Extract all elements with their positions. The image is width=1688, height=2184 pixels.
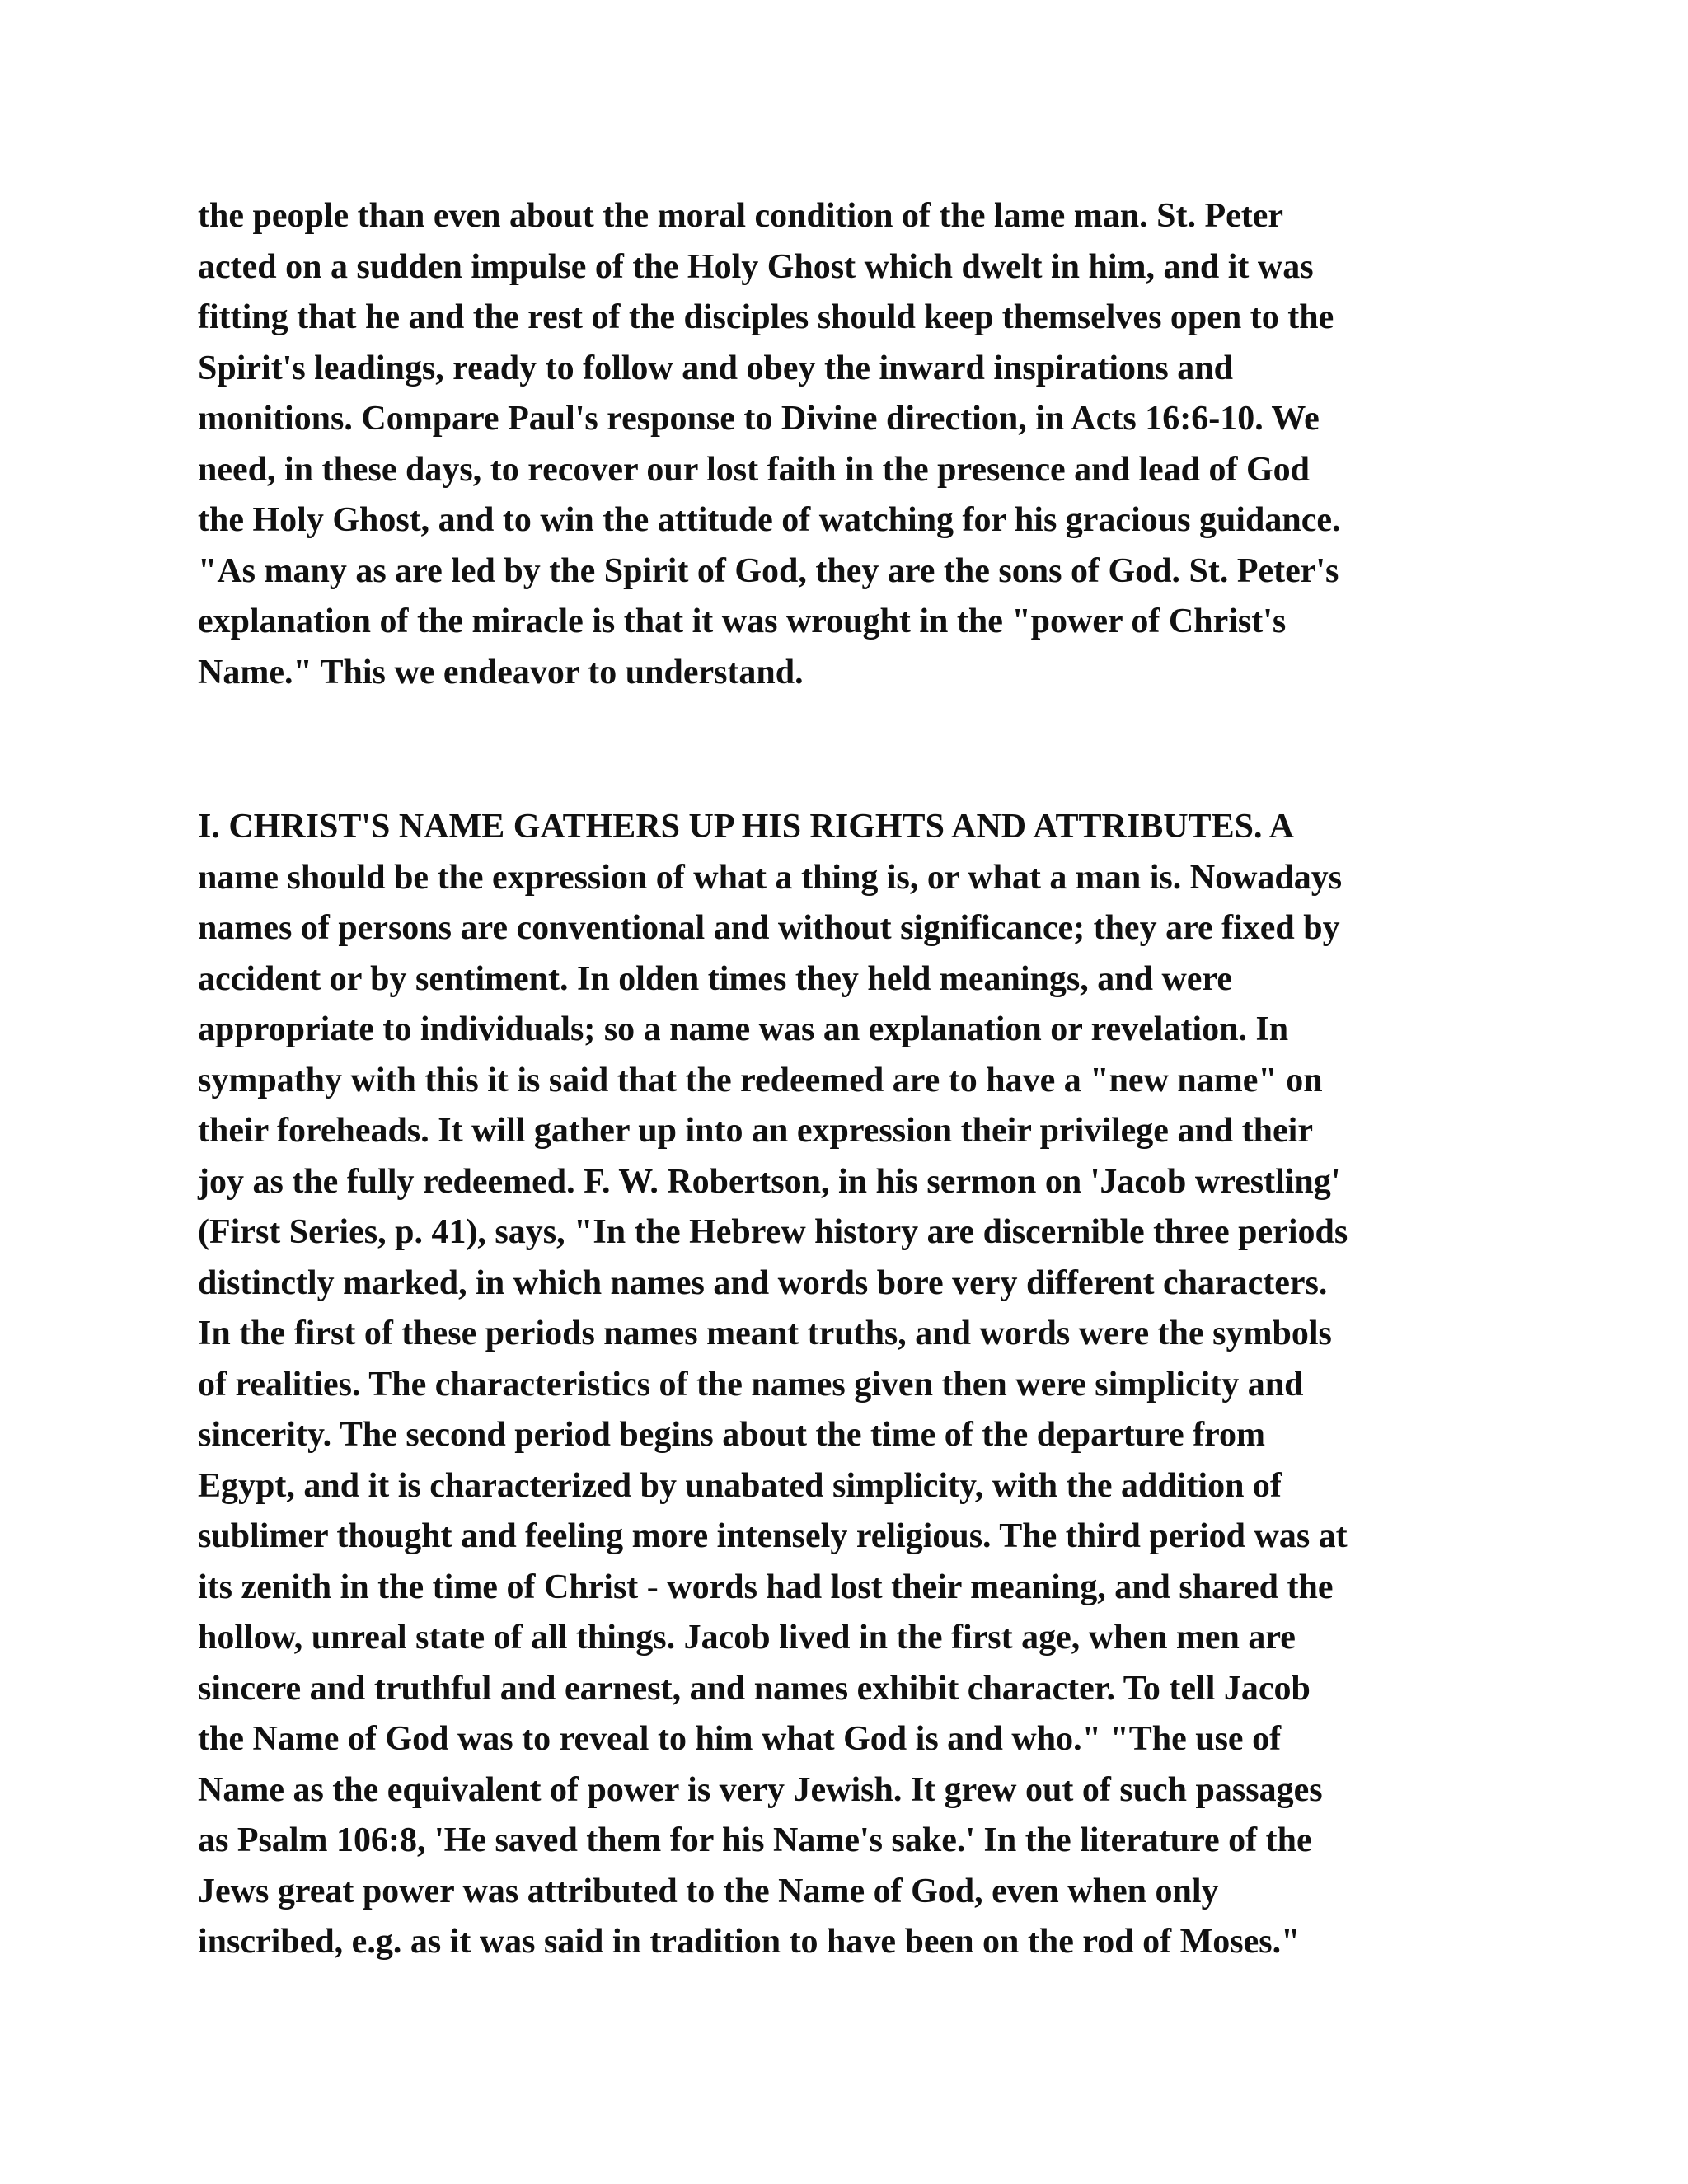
text-line: joy as the fully redeemed. F. W. Robertson, in his sermon on 'Jacob wrestling' (198, 1162, 1341, 1201)
text-line: distinctly marked, in which names and words bore very different characters. (198, 1263, 1328, 1302)
paragraph-spacer (198, 698, 1490, 802)
text-line: explanation of the miracle is that it was wrought in the "power of Christ's (198, 602, 1287, 640)
text-line: fitting that he and the rest of the disciples should keep themselves open to the (198, 298, 1334, 336)
text-line: names of persons are conventional and without significance; they are fixed by (198, 909, 1340, 947)
paragraph-intro (198, 191, 1490, 698)
text-line: In the first of these periods names meant truths, and words were the symbols (198, 1315, 1332, 1352)
text-line: Spirit's leadings, ready to follow and obey the inward inspirations and (198, 349, 1233, 387)
text-line: its zenith in the time of Christ - words had lost their meaning, and shared the (198, 1568, 1334, 1606)
text-line: of realities. The characteristics of the names given then were simplicity and (198, 1365, 1304, 1404)
text-line: Jews great power was attributed to the Name of God, even when only (198, 1872, 1219, 1910)
text-line: Egypt, and it is characterized by unabated simplicity, with the addition of (198, 1466, 1282, 1505)
text-line: sublimer thought and feeling more intensely religious. The third period was at (198, 1517, 1348, 1555)
text-line: monitions. Compare Paul's response to Divine direction, in Acts 16:6-10. We (198, 400, 1320, 438)
text-line: the Holy Ghost, and to win the attitude of watching for his gracious guidance. (198, 501, 1341, 539)
text-line: inscribed, e.g. as it was said in tradition to have been on the rod of Moses." (198, 1923, 1301, 1961)
paragraph-section-one (198, 802, 1490, 1968)
text-line: appropriate to individuals; so a name was an explanation or revelation. In (198, 1010, 1289, 1048)
text-line: as Psalm 106:8, 'He saved them for his Name's sake.' In the literature of the (198, 1821, 1312, 1859)
text-line: accident or by sentiment. In olden times they held meanings, and were (198, 959, 1232, 998)
text-line: the people than even about the moral condition of the lame man. St. Peter (198, 197, 1284, 235)
text-line: sincere and truthful and earnest, and names exhibit character. To tell Jacob (198, 1669, 1311, 1708)
text-line: hollow, unreal state of all things. Jacob lived in the first age, when men are (198, 1619, 1296, 1657)
text-line: acted on a sudden impulse of the Holy Ghost which dwelt in him, and it was (198, 247, 1314, 286)
section-heading-line: I. CHRIST'S NAME GATHERS UP HIS RIGHTS AND ATTRIBUTES. A (198, 808, 1294, 846)
text-line: need, in these days, to recover our lost faith in the presence and lead of God (198, 450, 1311, 489)
text-line: (First Series, p. 41), says, "In the Hebrew history are discernible three periods (198, 1213, 1348, 1251)
text-line: the Name of God was to reveal to him what God is and who." "The use of (198, 1720, 1282, 1758)
text-line: Name." This we endeavor to understand. (198, 653, 804, 691)
text-line: their foreheads. It will gather up into an expression their privilege and their (198, 1112, 1313, 1150)
text-line: sympathy with this it is said that the redeemed are to have a "new name" on (198, 1061, 1323, 1099)
text-line: Name as the equivalent of power is very Jewish. It grew out of such passages (198, 1770, 1323, 1809)
text-line: "As many as are led by the Spirit of God, they are the sons of God. St. Peter's (198, 551, 1339, 590)
text-line: sincerity. The second period begins about the time of the departure from (198, 1416, 1265, 1454)
text-line: name should be the expression of what a thing is, or what a man is. Nowadays (198, 858, 1343, 897)
